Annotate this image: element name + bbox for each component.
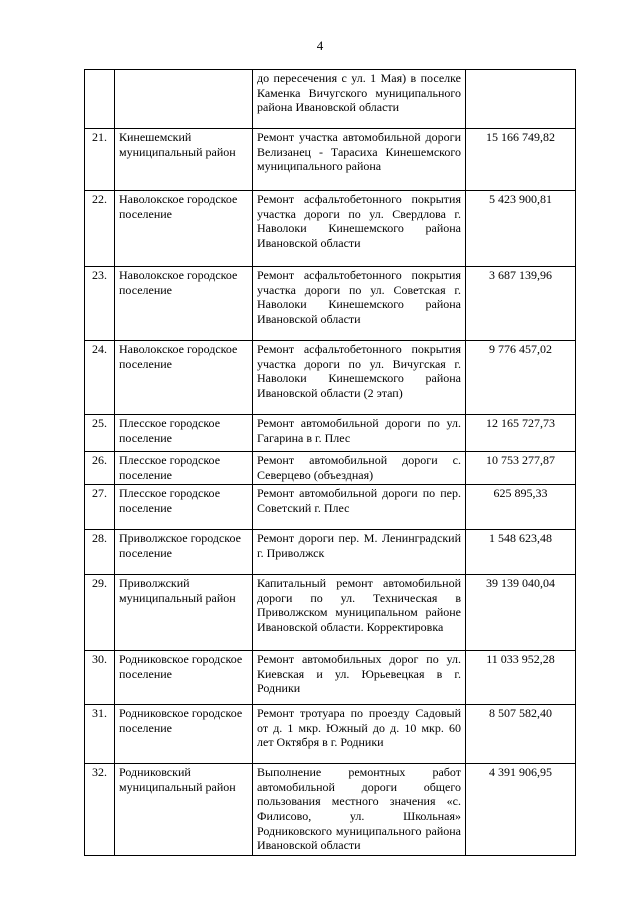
municipality-name: Родниковское городское поселение xyxy=(115,651,253,705)
table-row xyxy=(85,530,576,575)
row-number: 26. xyxy=(85,452,115,485)
table-row xyxy=(85,415,576,452)
municipality-name: Плесское городское поселение xyxy=(115,452,253,485)
row-number: 29. xyxy=(85,575,115,651)
work-description: Ремонт асфальтобетонного покрытия участка дороги по ул. Вичугская г. Наволоки Кинешемского района Ивановской области (2 этап) xyxy=(253,341,466,415)
row-number: 22. xyxy=(85,191,115,267)
subsidy-amount: 10 753 277,87 xyxy=(466,452,576,485)
municipality-name xyxy=(115,70,253,129)
municipality-name: Наволокское городское поселение xyxy=(115,341,253,415)
work-description: Выполнение ремонтных работ автомобильной дороги общего пользования местного значения «с. Филисово, ул. Школьная» Родниковского муниципального района Ивановской области xyxy=(253,764,466,856)
subsidy-amount: 4 391 906,95 xyxy=(466,764,576,856)
subsidy-table xyxy=(84,69,576,856)
row-number: 25. xyxy=(85,415,115,452)
subsidy-amount: 15 166 749,82 xyxy=(466,129,576,191)
subsidy-amount: 625 895,33 xyxy=(466,485,576,530)
table-row xyxy=(85,191,576,267)
municipality-name: Наволокское городское поселение xyxy=(115,191,253,267)
row-number: 31. xyxy=(85,705,115,764)
work-description: до пересечения с ул. 1 Мая) в поселке Каменка Вичугского муниципального района Ивановской области xyxy=(253,70,466,129)
subsidy-amount: 12 165 727,73 xyxy=(466,415,576,452)
municipality-name: Родниковский муниципальный район xyxy=(115,764,253,856)
municipality-name: Плесское городское поселение xyxy=(115,485,253,530)
subsidy-amount: 39 139 040,04 xyxy=(466,575,576,651)
work-description: Ремонт асфальтобетонного покрытия участка дороги по ул. Свердлова г. Наволоки Кинешемского района Ивановской области xyxy=(253,191,466,267)
row-number: 27. xyxy=(85,485,115,530)
subsidy-amount: 1 548 623,48 xyxy=(466,530,576,575)
municipality-name: Родниковское городское поселение xyxy=(115,705,253,764)
row-number: 23. xyxy=(85,267,115,341)
work-description: Ремонт автомобильной дороги по ул. Гагарина в г. Плес xyxy=(253,415,466,452)
subsidy-amount xyxy=(466,70,576,129)
municipality-name: Кинешемский муниципальный район xyxy=(115,129,253,191)
subsidy-amount: 8 507 582,40 xyxy=(466,705,576,764)
municipality-name: Плесское городское поселение xyxy=(115,415,253,452)
work-description: Ремонт автомобильной дороги с. Северцево (объездная) xyxy=(253,452,466,485)
page-number: 4 xyxy=(316,38,324,53)
work-description: Ремонт асфальтобетонного покрытия участка дороги по ул. Советская г. Наволоки Кинешемского района Ивановской области xyxy=(253,267,466,341)
row-number: 24. xyxy=(85,341,115,415)
table-row xyxy=(85,267,576,341)
subsidy-amount: 11 033 952,28 xyxy=(466,651,576,705)
work-description: Ремонт автомобильной дороги по пер. Советский г. Плес xyxy=(253,485,466,530)
work-description: Ремонт участка автомобильной дороги Велизанец - Тарасиха Кинешемского муниципального района xyxy=(253,129,466,191)
row-number xyxy=(85,70,115,129)
table-row xyxy=(85,575,576,651)
table-row xyxy=(85,70,576,129)
table-row xyxy=(85,341,576,415)
subsidy-amount: 3 687 139,96 xyxy=(466,267,576,341)
subsidy-amount: 5 423 900,81 xyxy=(466,191,576,267)
table-row xyxy=(85,129,576,191)
table-row xyxy=(85,485,576,530)
table-row xyxy=(85,452,576,485)
work-description: Капитальный ремонт автомобильной дороги по ул. Техническая в Приволжском муниципальном районе Ивановской области. Корректировка xyxy=(253,575,466,651)
row-number: 32. xyxy=(85,764,115,856)
municipality-name: Приволжский муниципальный район xyxy=(115,575,253,651)
row-number: 30. xyxy=(85,651,115,705)
row-number: 21. xyxy=(85,129,115,191)
row-number: 28. xyxy=(85,530,115,575)
municipality-name: Приволжское городское поселение xyxy=(115,530,253,575)
subsidy-amount: 9 776 457,02 xyxy=(466,341,576,415)
table-row xyxy=(85,651,576,705)
municipality-name: Наволокское городское поселение xyxy=(115,267,253,341)
table-row xyxy=(85,764,576,856)
table-row xyxy=(85,705,576,764)
work-description: Ремонт автомобильных дорог по ул. Киевская и ул. Юрьевецкая в г. Родники xyxy=(253,651,466,705)
work-description: Ремонт тротуара по проезду Садовый от д. 1 мкр. Южный до д. 10 мкр. 60 лет Октября в г. Родники xyxy=(253,705,466,764)
work-description: Ремонт дороги пер. М. Ленинградский г. Приволжск xyxy=(253,530,466,575)
